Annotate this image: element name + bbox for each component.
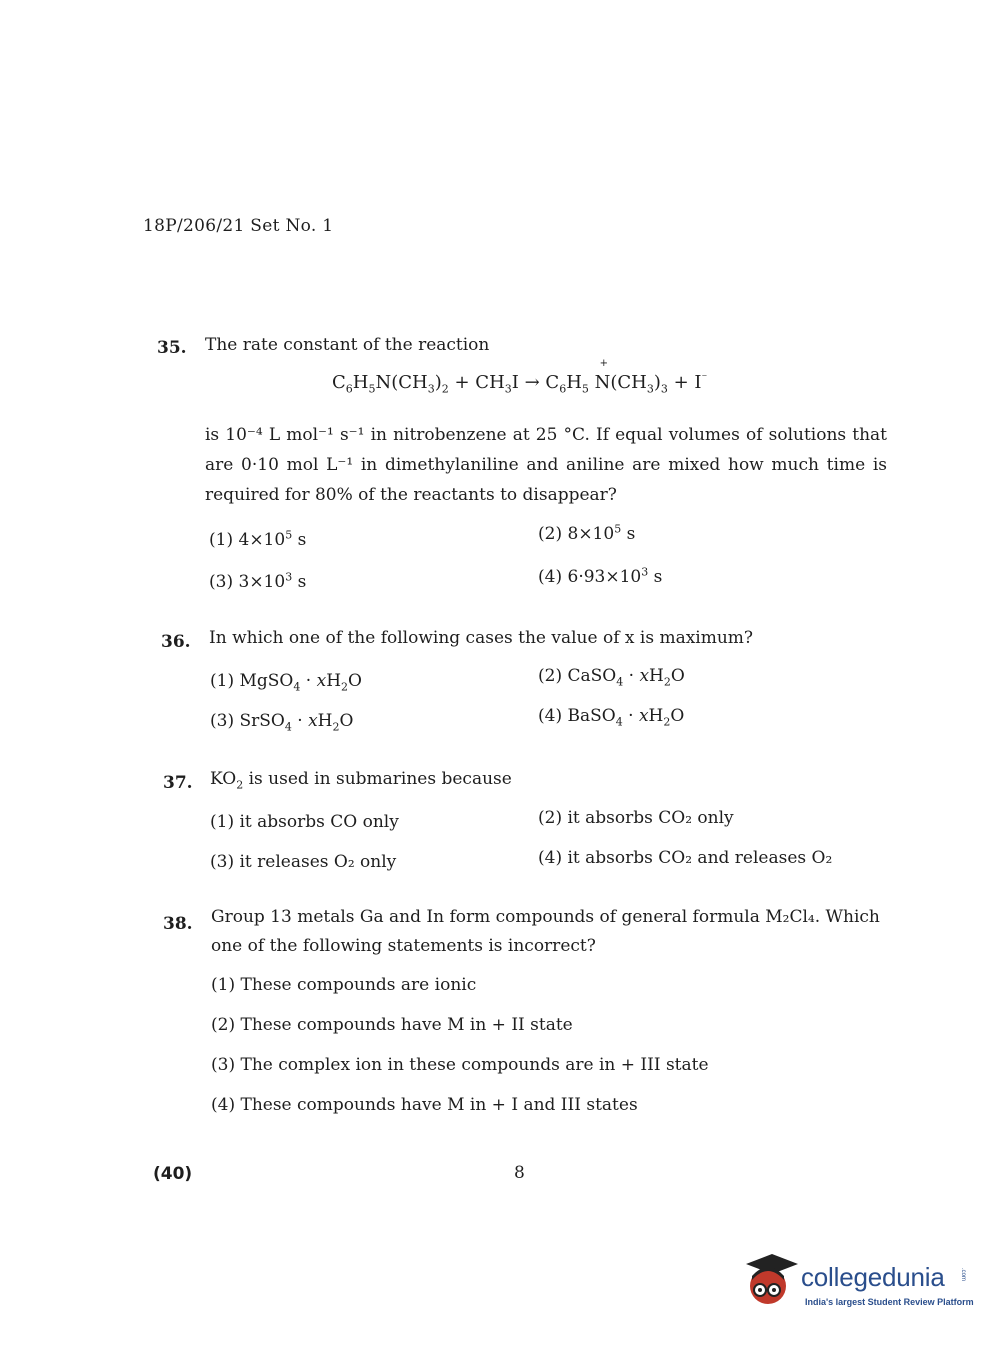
question-36-option-1: (1) MgSO$_4$ · $xH_2O$ (210, 671, 362, 694)
option-number: (3) (209, 572, 234, 592)
question-38-option-1: (1) These compounds are ionic (211, 975, 477, 995)
question-38-option-4: (4) These compounds have M in + I and III states (211, 1095, 638, 1115)
question-36-text: In which one of the following cases the value of x is maximum? (209, 628, 754, 648)
question-37-number: 37. (163, 773, 193, 793)
question-38-text: Group 13 metals Ga and In form compounds of general formula M₂Cl₄. Which one of the following statements is incorrect? (211, 907, 880, 956)
option-number: (2) (538, 666, 563, 686)
option-number: (2) (538, 524, 563, 544)
collegedunia-mascot-icon (742, 1250, 800, 1310)
option-number: (1) (210, 671, 235, 691)
question-37-text-suffix: is used in submarines because (248, 769, 512, 789)
question-38-option-3: (3) The complex ion in these compounds are in + III state (211, 1055, 709, 1075)
question-36-number: 36. (161, 632, 191, 652)
option-number: (3) (210, 711, 235, 731)
question-35-body: is 10⁻⁴ L mol⁻¹ s⁻¹ in nitrobenzene at 25 °C. If equal volumes of solutions that are 0·10 mol L⁻¹ in dimethylaniline and aniline are mixed how much time is required for 80% of the reactants to disappear? (205, 425, 887, 505)
question-36-option-3: (3) SrSO$_4$ · $xH_2O$ (210, 711, 354, 734)
question-37-option-2: (2) it absorbs CO₂ only (538, 808, 734, 828)
question-36-option-2: (2) CaSO$_4$ · $xH_2O$ (538, 666, 685, 689)
question-37-text: $KO_2$ is used in submarines because (210, 769, 512, 792)
paper-set-code: 18P/206/21 Set No. 1 (143, 216, 334, 236)
question-37-option-4: (4) it absorbs CO₂ and releases O₂ (538, 848, 833, 868)
collegedunia-tagline: India's largest Student Review Platform (805, 1297, 974, 1307)
question-38-option-2: (2) These compounds have M in + II state (211, 1015, 573, 1035)
question-35-intro: The rate constant of the reaction (205, 335, 490, 355)
question-35-equation: $C_6H_5N(CH_3)_2 + CH_3I \to C_6H_5$ N + $(CH_3)_3 + I^{^-}$ (332, 358, 708, 396)
question-38-number: 38. (163, 914, 193, 934)
question-37-option-3: (3) it releases O₂ only (210, 852, 397, 872)
collegedunia-domain: .com (960, 1268, 966, 1282)
question-35-option-1: (1) $4\times 10^5$ s (209, 528, 307, 550)
question-35-option-2: (2) $8\times 10^5$ s (538, 522, 636, 544)
option-number: (4) (538, 567, 563, 587)
question-35-number: 35. (157, 338, 187, 358)
question-booklet-code: (40) (153, 1164, 193, 1184)
question-36-option-4: (4) BaSO$_4$ · $xH_2O$ (538, 706, 685, 729)
option-number: (1) (209, 530, 234, 550)
question-35-option-4: (4) $6\cdot 93\times 10^3$ s (538, 565, 663, 587)
question-35-option-3: (3) $3\times 10^3$ s (209, 570, 307, 592)
option-number: (4) (538, 706, 563, 726)
page-number: 8 (514, 1163, 525, 1183)
question-37-option-1: (1) it absorbs CO only (210, 812, 399, 832)
collegedunia-brand: collegedunia (801, 1262, 945, 1292)
